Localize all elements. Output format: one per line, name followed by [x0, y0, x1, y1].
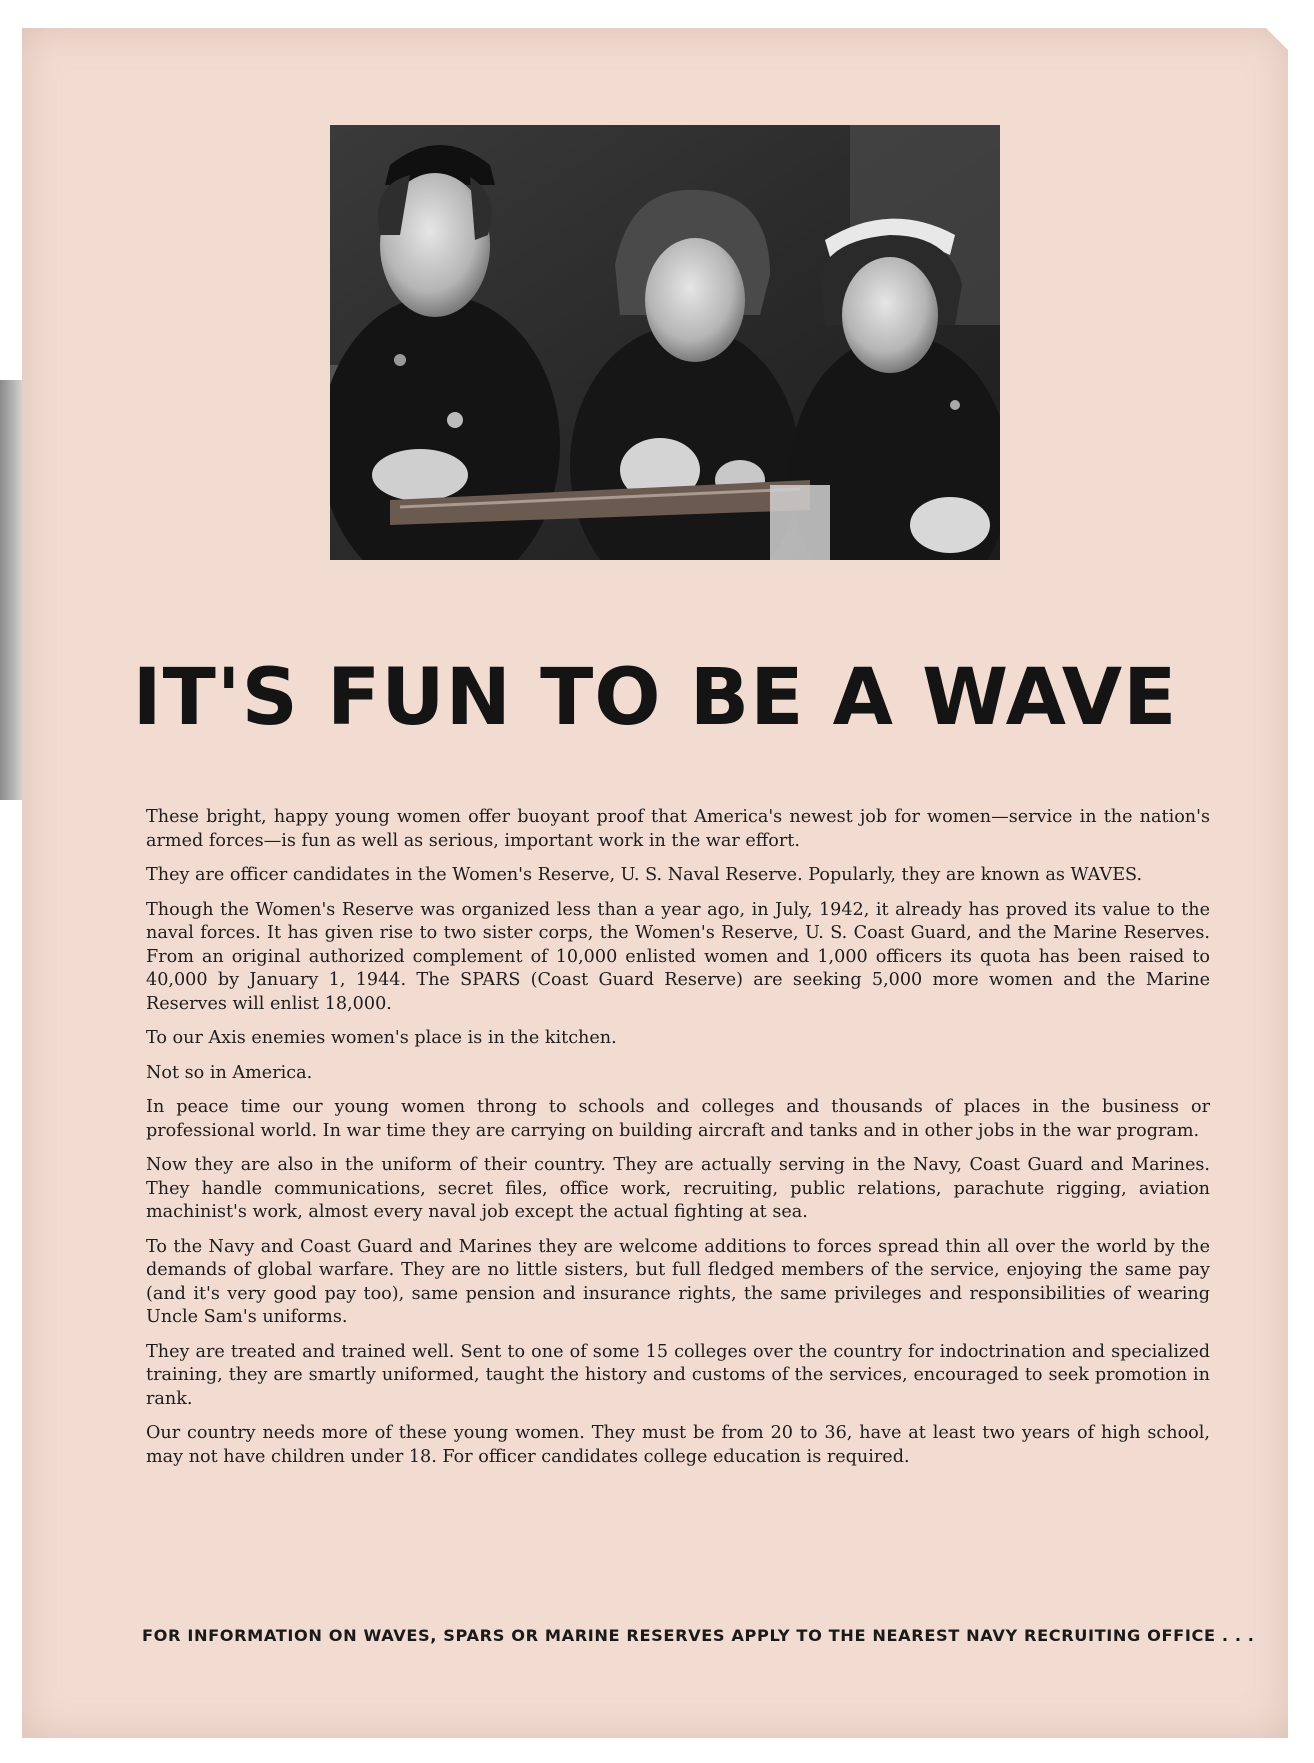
page-headline: IT'S FUN TO BE A WAVE — [132, 653, 1178, 743]
waves-photograph — [330, 125, 1000, 560]
magazine-page — [22, 28, 1288, 1738]
article-paragraph: Now they are also in the uniform of their country. They are actually serving in the Navy, Coast Guard and Marines. They handle communications, secret files, office work, recruiting, public relations, parachute rigging, aviation machinist's work, almost every naval job except the actual fighting at sea. — [146, 1155, 1210, 1222]
article-paragraph: To our Axis enemies women's place is in the kitchen. — [146, 1028, 617, 1048]
article-paragraph: Our country needs more of these young women. They must be from 20 to 36, have at least two years of high school, may not have children under 18. For officer candidates college education is required. — [146, 1423, 1210, 1467]
article-paragraph: In peace time our young women throng to schools and colleges and thousands of places in the business or professional world. In war time they are carrying on building aircraft and tanks and in other jobs in the war program. — [146, 1097, 1210, 1141]
article-paragraph: These bright, happy young women offer buoyant proof that America's newest job for women—service in the nation's armed forces—is fun as well as serious, important work in the war effort. — [146, 807, 1210, 851]
scan-edge-shadow — [0, 380, 24, 800]
page-corner — [1266, 28, 1288, 50]
article-paragraph: Not so in America. — [146, 1062, 313, 1083]
article-paragraph: To the Navy and Coast Guard and Marines they are welcome additions to forces spread thin all over the world by the demands of global warfare. They are no little sisters, but full fledged members of the service, enjoying the same pay (and it's very good pay too), same pension and insurance rights, the same privileges and responsibilities of wearing Uncle Sam's uniforms. — [146, 1236, 1210, 1327]
photo-illustration — [330, 125, 1000, 560]
article-paragraph: They are treated and trained well. Sent to one of some 15 colleges over the country for indoctrination and specialized training, they are smartly uniformed, taught the history and customs of the services, encouraged to seek promotion in rank. — [146, 1341, 1210, 1409]
article-body — [146, 806, 1210, 1480]
recruiting-footer: FOR INFORMATION ON WAVES, SPARS OR MARINE RESERVES APPLY TO THE NEAREST NAVY RECRUITING OFFICE . . . — [142, 1626, 1255, 1645]
article-paragraph: Though the Women's Reserve was organized less than a year ago, in July, 1942, it already has proved its value to the naval forces. It has given rise to two sister corps, the Women's Reserve, U. S. Coast Guard, and the Marine Reserves. From an original authorized complement of 10,000 enlisted women and 1,000 officers its quota has been raised to 40,000 by January 1, 1944. The SPARS (Coast Guard Reserve) are seeking 5,000 more women and the Marine Reserves will enlist 18,000. — [146, 899, 1210, 1014]
article-paragraph: They are officer candidates in the Women's Reserve, U. S. Naval Reserve. Popularly, they are known as WAVES. — [146, 865, 1143, 885]
